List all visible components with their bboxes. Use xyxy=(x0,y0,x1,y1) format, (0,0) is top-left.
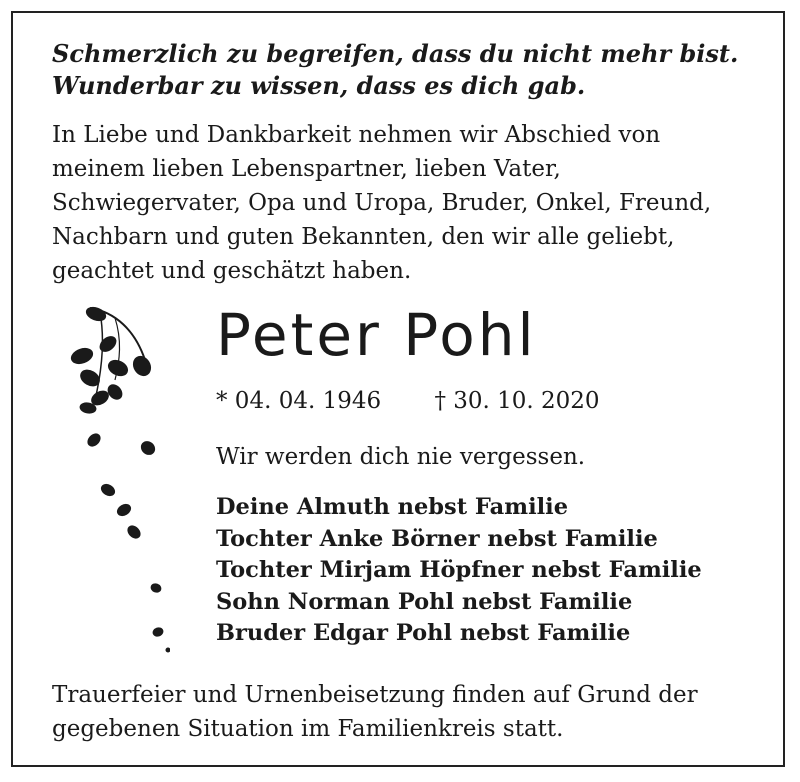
funeral-note-line: gegebenen Situation im Familienkreis statt. xyxy=(52,716,564,742)
funeral-note xyxy=(52,678,698,746)
intro-text xyxy=(52,118,711,288)
intro-line: geachtet und geschätzt haben. xyxy=(52,258,412,284)
mourner: Bruder Edgar Pohl nebst Familie xyxy=(216,620,631,646)
mourner: Sohn Norman Pohl nebst Familie xyxy=(216,588,633,615)
life-dates xyxy=(216,386,600,416)
farewell-text: Wir werden dich nie vergessen. xyxy=(216,444,586,470)
motto-line: Schmerzlich zu begreifen, dass du nicht mehr bist. xyxy=(52,39,739,68)
intro-line: Schwiegervater, Opa und Uropa, Bruder, Onkel, Freund, xyxy=(52,190,712,216)
motto-line: Wunderbar zu wissen, dass es dich gab. xyxy=(52,71,586,100)
mourner: Tochter Mirjam Höpfner nebst Familie xyxy=(216,557,702,583)
death-date: † 30. 10. 2020 xyxy=(434,388,600,414)
motto xyxy=(52,38,738,102)
falling-leaves-icon xyxy=(60,300,170,660)
mourners-list xyxy=(216,492,702,650)
deceased-name: Peter Pohl xyxy=(216,301,537,369)
intro-line: Nachbarn und guten Bekannten, den wir alle geliebt, xyxy=(52,224,675,250)
funeral-note-line: Trauerfeier und Urnenbeisetzung finden auf Grund der xyxy=(52,682,698,708)
intro-line: In Liebe und Dankbarkeit nehmen wir Abschied von xyxy=(52,122,661,148)
intro-line: meinem lieben Lebenspartner, lieben Vater, xyxy=(52,156,561,182)
birth-date: * 04. 04. 1946 xyxy=(216,388,382,414)
mourner: Tochter Anke Börner nebst Familie xyxy=(216,525,658,552)
mourner: Deine Almuth nebst Familie xyxy=(216,494,569,520)
